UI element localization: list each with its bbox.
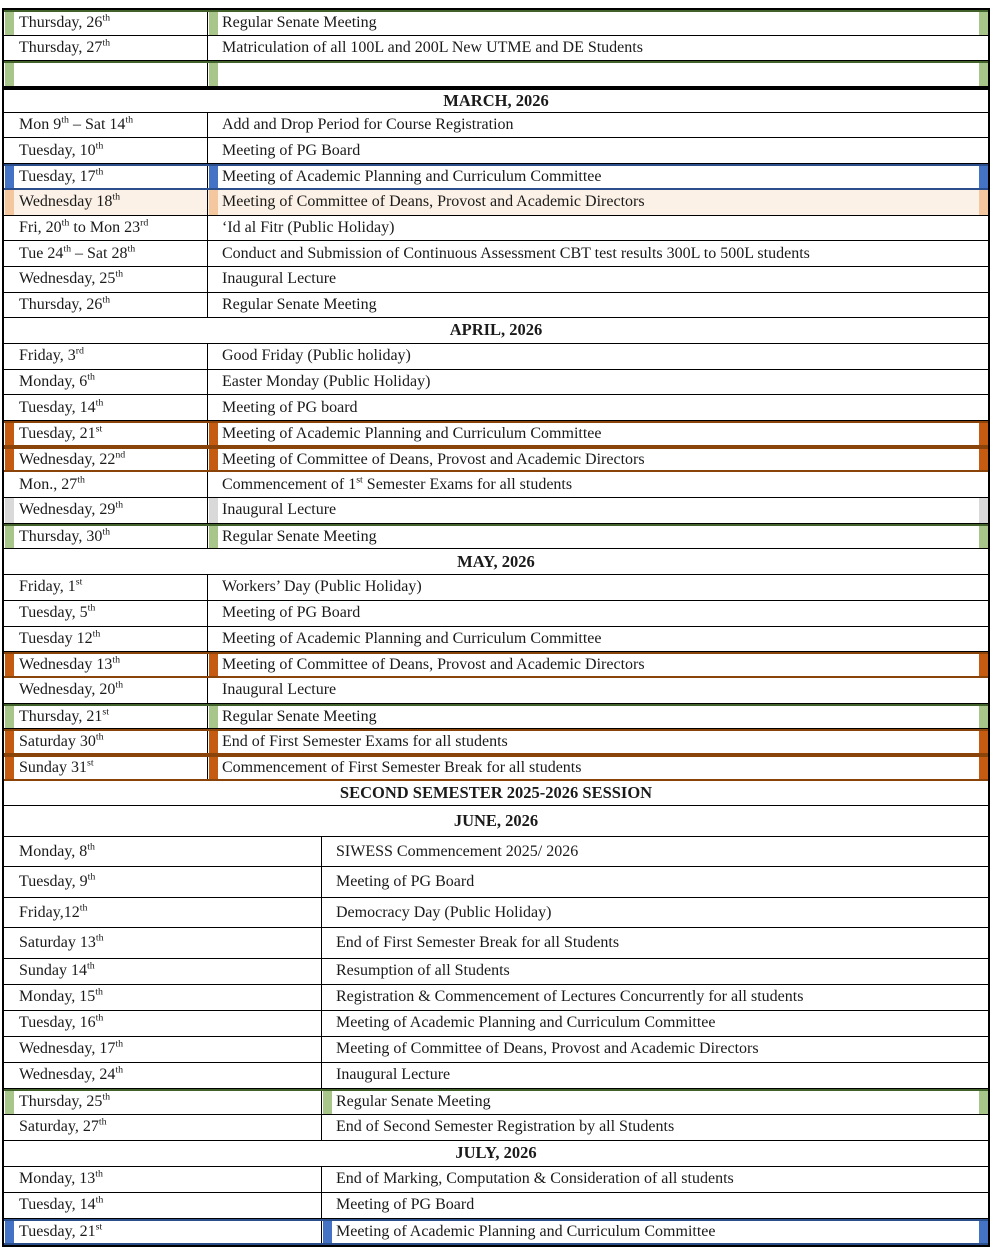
date-text: Friday,12th	[19, 902, 88, 921]
highlight-stripe	[323, 1221, 332, 1243]
event-text: Meeting of Committee of Deans, Provost and Academic Directors	[222, 193, 645, 211]
calendar-row	[4, 898, 988, 929]
calendar-row	[4, 1219, 988, 1245]
event-text: Commencement of First Semester Break for all students	[222, 758, 582, 776]
event-text: Democracy Day (Public Holiday)	[336, 903, 552, 921]
date-text: Tuesday, 9th	[19, 871, 96, 891]
highlight-stripe	[979, 1221, 988, 1243]
calendar-row	[4, 959, 988, 985]
date-cell	[4, 526, 208, 549]
highlight-stripe	[209, 731, 218, 753]
date-text: Monday, 13th	[19, 1168, 104, 1188]
highlight-stripe	[5, 423, 14, 445]
date-text: Saturday 30th	[19, 731, 104, 751]
header-text: APRIL, 2026	[449, 320, 543, 340]
date-text: Sunday 31st	[19, 757, 94, 776]
date-text: Friday, 1st	[19, 577, 83, 596]
event-text: Conduct and Submission of Continuous Assessment CBT test results 300L to 500L students	[222, 244, 810, 262]
calendar-row	[4, 928, 988, 959]
highlight-stripe	[5, 1221, 14, 1243]
event-text: Meeting of Committee of Deans, Provost and Academic Directors	[336, 1040, 759, 1058]
date-cell	[4, 113, 208, 138]
date-cell	[4, 928, 322, 958]
date-cell	[4, 757, 208, 779]
calendar-row	[4, 447, 988, 473]
date-cell	[4, 12, 208, 35]
highlight-stripe	[5, 1091, 14, 1114]
header-cell	[4, 549, 988, 574]
calendar-row	[4, 395, 988, 421]
event-cell	[322, 1221, 988, 1243]
highlight-stripe	[5, 757, 14, 779]
event-cell	[322, 1091, 988, 1114]
calendar-row	[4, 190, 988, 216]
date-text: Thursday, 30th	[19, 526, 111, 546]
highlight-stripe	[979, 706, 988, 729]
header-cell	[4, 318, 988, 343]
header-cell	[4, 1141, 988, 1166]
date-text: Wednesday, 17th	[19, 1038, 124, 1058]
event-text: Meeting of Committee of Deans, Provost and Academic Directors	[222, 656, 645, 674]
calendar-row	[4, 421, 988, 447]
calendar-row	[4, 1037, 988, 1063]
event-cell	[322, 867, 988, 897]
event-text: Registration & Commencement of Lectures Concurrently for all students	[336, 988, 804, 1006]
date-text: Thursday, 26th	[19, 294, 111, 313]
date-text: Wednesday 18th	[19, 191, 121, 211]
date-cell	[4, 1193, 322, 1218]
calendar-row	[4, 1115, 988, 1141]
date-text: Tuesday, 21st	[19, 1221, 103, 1240]
event-text: Workers’ Day (Public Holiday)	[222, 578, 422, 596]
calendar-row	[4, 113, 988, 139]
date-cell	[4, 423, 208, 445]
highlight-stripe	[5, 731, 14, 753]
calendar-row	[4, 575, 988, 601]
event-cell	[208, 449, 988, 471]
highlight-stripe	[209, 166, 218, 188]
highlight-stripe	[979, 498, 988, 523]
calendar-row	[4, 370, 988, 396]
date-cell	[4, 63, 208, 86]
event-text: Meeting of PG Board	[222, 141, 361, 159]
date-cell	[4, 575, 208, 600]
event-cell	[322, 1193, 988, 1218]
event-cell	[322, 1011, 988, 1036]
event-cell	[208, 601, 988, 626]
event-cell	[208, 12, 988, 35]
date-text: Mon., 27th	[19, 474, 85, 493]
event-text: Matriculation of all 100L and 200L New UTME and DE Students	[222, 39, 643, 57]
event-cell	[208, 706, 988, 729]
header-text: JUNE, 2026	[453, 810, 539, 830]
date-cell	[4, 1221, 322, 1243]
highlight-stripe	[979, 526, 988, 549]
calendar-row	[4, 498, 988, 524]
event-text: Meeting of Academic Planning and Curriculum Committee	[222, 629, 602, 647]
month-header-row	[4, 806, 988, 837]
calendar-row	[4, 241, 988, 267]
event-cell	[208, 757, 988, 779]
date-text: Wednesday, 22nd	[19, 449, 126, 468]
highlight-stripe	[209, 757, 218, 779]
date-cell	[4, 472, 208, 497]
highlight-stripe	[5, 706, 14, 729]
month-header-row	[4, 87, 988, 113]
date-cell	[4, 1011, 322, 1036]
event-cell	[322, 928, 988, 958]
highlight-stripe	[5, 190, 14, 215]
event-cell	[208, 627, 988, 652]
event-text: Commencement of 1st Semester Exams for all students	[222, 474, 573, 493]
highlight-stripe	[209, 423, 218, 445]
calendar-row	[4, 267, 988, 293]
second-semester-table	[2, 806, 990, 1247]
date-cell	[4, 344, 208, 369]
date-text: Tuesday, 5th	[19, 602, 96, 622]
event-text: Meeting of PG Board	[336, 873, 475, 891]
event-cell	[322, 837, 988, 867]
event-text: Good Friday (Public holiday)	[222, 347, 411, 365]
date-text: Monday, 8th	[19, 841, 96, 860]
highlight-stripe	[979, 190, 988, 215]
event-cell	[208, 63, 988, 86]
date-text: Tuesday 12th	[19, 628, 101, 647]
date-cell	[4, 731, 208, 753]
event-cell	[208, 395, 988, 420]
event-text: Regular Senate Meeting	[222, 295, 377, 313]
date-cell	[4, 1063, 322, 1088]
date-cell	[4, 601, 208, 626]
event-text: Regular Senate Meeting	[336, 1093, 491, 1111]
event-cell	[322, 1167, 988, 1192]
highlight-stripe	[979, 449, 988, 471]
date-cell	[4, 959, 322, 984]
event-cell	[208, 190, 988, 215]
event-text: End of Marking, Computation & Consideration of all students	[336, 1170, 734, 1188]
event-cell	[322, 1115, 988, 1140]
calendar-row	[4, 1167, 988, 1193]
event-cell	[208, 731, 988, 753]
calendar-row	[4, 627, 988, 653]
highlight-stripe	[979, 12, 988, 35]
date-cell	[4, 267, 208, 292]
event-cell	[208, 575, 988, 600]
highlight-stripe	[5, 498, 14, 523]
date-text: Tuesday, 14th	[19, 1194, 104, 1214]
date-cell	[4, 190, 208, 215]
highlight-stripe	[209, 498, 218, 523]
calendar-row	[4, 729, 988, 755]
calendar-row	[4, 293, 988, 319]
event-text: Meeting of PG board	[222, 398, 358, 416]
event-cell	[208, 526, 988, 549]
calendar-row	[4, 216, 988, 242]
event-text: Add and Drop Period for Course Registration	[222, 116, 514, 134]
header-text: JULY, 2026	[455, 1143, 537, 1163]
highlight-stripe	[979, 731, 988, 753]
event-text: Resumption of all Students	[336, 962, 510, 980]
calendar-row	[4, 837, 988, 868]
first-semester-continued-table	[2, 8, 990, 806]
calendar-row	[4, 472, 988, 498]
highlight-stripe	[979, 654, 988, 676]
date-text: Wednesday 13th	[19, 654, 121, 674]
header-cell	[4, 806, 988, 836]
event-cell	[208, 113, 988, 138]
date-text: Wednesday, 25th	[19, 268, 124, 288]
event-cell	[208, 498, 988, 523]
date-text: Monday, 15th	[19, 986, 104, 1006]
date-text: Thursday, 25th	[19, 1091, 111, 1111]
academic-calendar	[2, 8, 990, 1247]
date-text: Tuesday, 10th	[19, 140, 104, 159]
event-text: Meeting of PG Board	[336, 1196, 475, 1214]
date-text: Tue 24th – Sat 28th	[19, 243, 136, 262]
event-text: ‘Id al Fitr (Public Holiday)	[222, 218, 395, 236]
highlight-stripe	[979, 166, 988, 188]
date-text: Thursday, 21st	[19, 706, 109, 725]
event-cell	[208, 293, 988, 318]
event-text: Inaugural Lecture	[336, 1066, 451, 1084]
month-header-row	[4, 318, 988, 344]
date-cell	[4, 985, 322, 1010]
date-cell	[4, 166, 208, 188]
date-cell	[4, 241, 208, 266]
date-cell	[4, 837, 322, 867]
highlight-stripe	[209, 190, 218, 215]
date-text: Thursday, 27th	[19, 37, 111, 57]
highlight-stripe	[5, 526, 14, 549]
month-header-row	[4, 549, 988, 575]
event-text: Meeting of Committee of Deans, Provost and Academic Directors	[222, 450, 645, 468]
event-cell	[208, 472, 988, 497]
event-cell	[208, 654, 988, 676]
date-text: Mon 9th – Sat 14th	[19, 114, 134, 134]
highlight-stripe	[209, 12, 218, 35]
date-text: Tuesday, 21st	[19, 423, 103, 442]
date-text: Wednesday, 24th	[19, 1064, 124, 1084]
month-header-row	[4, 1141, 988, 1167]
event-text: Inaugural Lecture	[222, 501, 337, 519]
header-cell	[4, 781, 988, 806]
calendar-row	[4, 601, 988, 627]
event-cell	[208, 423, 988, 445]
event-text: End of First Semester Break for all Students	[336, 934, 620, 952]
date-cell	[4, 1167, 322, 1192]
highlight-stripe	[209, 63, 218, 86]
calendar-row	[4, 1063, 988, 1089]
calendar-row	[4, 344, 988, 370]
highlight-stripe	[5, 449, 14, 471]
calendar-row	[4, 985, 988, 1011]
calendar-row	[4, 10, 988, 36]
highlight-stripe	[209, 526, 218, 549]
date-cell	[4, 867, 322, 897]
event-text: Meeting of Academic Planning and Curriculum Committee	[222, 167, 602, 185]
date-text: Wednesday, 20th	[19, 679, 124, 699]
calendar-row	[4, 138, 988, 164]
event-text: Easter Monday (Public Holiday)	[222, 372, 431, 390]
event-text: Meeting of Academic Planning and Curriculum Committee	[336, 1014, 716, 1032]
date-text: Saturday, 27th	[19, 1116, 107, 1136]
highlight-stripe	[5, 654, 14, 676]
calendar-row	[4, 1193, 988, 1219]
event-text: Meeting of Academic Planning and Curriculum Committee	[222, 424, 602, 442]
header-cell	[4, 90, 988, 112]
date-cell	[4, 1037, 322, 1062]
event-text: End of Second Semester Registration by all Students	[336, 1118, 675, 1136]
highlight-stripe	[979, 63, 988, 86]
highlight-stripe	[979, 757, 988, 779]
calendar-row	[4, 678, 988, 704]
event-cell	[322, 898, 988, 928]
date-text: Tuesday, 14th	[19, 397, 104, 416]
highlight-stripe	[209, 706, 218, 729]
event-text: Regular Senate Meeting	[222, 528, 377, 546]
date-text: Tuesday, 16th	[19, 1012, 104, 1032]
highlight-stripe	[979, 423, 988, 445]
highlight-stripe	[209, 654, 218, 676]
calendar-row	[4, 36, 988, 62]
calendar-row	[4, 755, 988, 781]
header-text: MARCH, 2026	[443, 90, 549, 110]
date-cell	[4, 1091, 322, 1114]
calendar-row	[4, 61, 988, 87]
date-text: Fri, 20th to Mon 23rd	[19, 217, 149, 236]
event-cell	[208, 344, 988, 369]
date-cell	[4, 216, 208, 241]
event-cell	[322, 1063, 988, 1088]
event-text: Meeting of Academic Planning and Curriculum Committee	[336, 1222, 716, 1240]
event-text: Meeting of PG Board	[222, 604, 361, 622]
date-cell	[4, 370, 208, 395]
event-cell	[208, 138, 988, 163]
date-cell	[4, 293, 208, 318]
calendar-row	[4, 652, 988, 678]
event-cell	[208, 267, 988, 292]
event-cell	[208, 216, 988, 241]
date-cell	[4, 706, 208, 729]
highlight-stripe	[5, 12, 14, 35]
event-text: Inaugural Lecture	[222, 270, 337, 288]
date-text: Friday, 3rd	[19, 345, 84, 365]
date-cell	[4, 498, 208, 523]
date-cell	[4, 1115, 322, 1140]
event-text: SIWESS Commencement 2025/ 2026	[336, 842, 579, 860]
date-text: Saturday 13th	[19, 932, 104, 952]
event-cell	[208, 166, 988, 188]
event-cell	[322, 985, 988, 1010]
header-text: SECOND SEMESTER 2025-2026 SESSION	[339, 782, 653, 802]
date-text: Thursday, 26th	[19, 13, 111, 32]
event-cell	[208, 678, 988, 703]
calendar-row	[4, 1011, 988, 1037]
event-text: Regular Senate Meeting	[222, 14, 377, 32]
date-text: Tuesday, 17th	[19, 166, 104, 185]
event-cell	[322, 1037, 988, 1062]
event-text: Regular Senate Meeting	[222, 707, 377, 725]
event-text: End of First Semester Exams for all students	[222, 733, 508, 751]
calendar-row	[4, 164, 988, 190]
highlight-stripe	[5, 63, 14, 86]
section-header-row	[4, 781, 988, 807]
event-text: Inaugural Lecture	[222, 681, 337, 699]
date-cell	[4, 898, 322, 928]
highlight-stripe	[5, 166, 14, 188]
date-cell	[4, 449, 208, 471]
date-cell	[4, 627, 208, 652]
event-cell	[322, 959, 988, 984]
calendar-row	[4, 867, 988, 898]
highlight-stripe	[323, 1091, 332, 1114]
event-cell	[208, 36, 988, 61]
calendar-row	[4, 704, 988, 730]
event-cell	[208, 370, 988, 395]
header-text: MAY, 2026	[457, 551, 535, 571]
calendar-row	[4, 1089, 988, 1115]
event-cell	[208, 241, 988, 266]
highlight-stripe	[979, 1091, 988, 1114]
date-text: Monday, 6th	[19, 371, 96, 390]
calendar-row	[4, 524, 988, 550]
date-cell	[4, 36, 208, 61]
date-cell	[4, 138, 208, 163]
date-text: Sunday 14th	[19, 960, 95, 980]
date-cell	[4, 395, 208, 420]
date-text: Wednesday, 29th	[19, 500, 124, 519]
date-cell	[4, 654, 208, 676]
date-cell	[4, 678, 208, 703]
highlight-stripe	[209, 449, 218, 471]
